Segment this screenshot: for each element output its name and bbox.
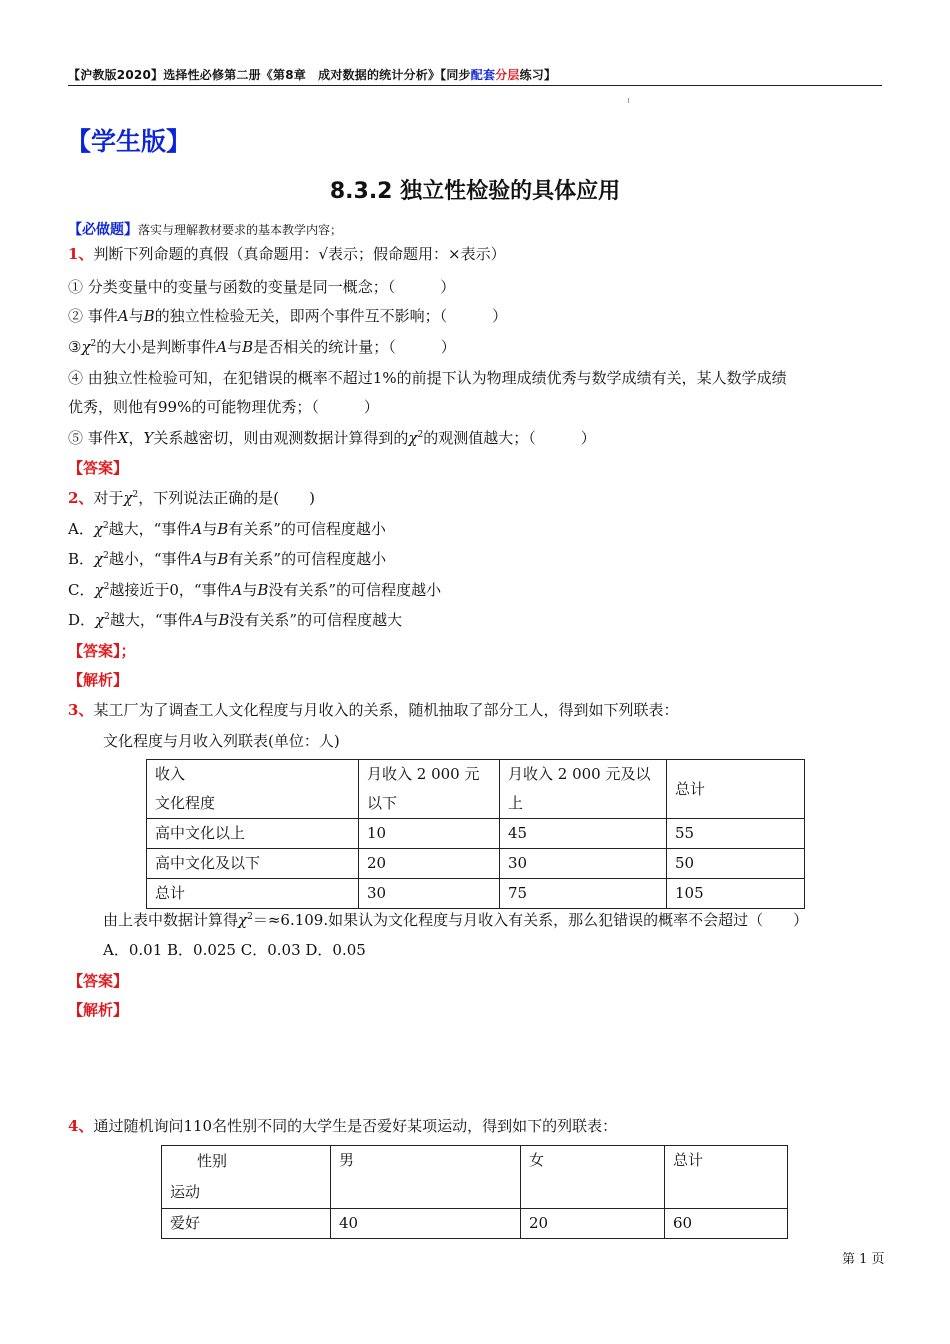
- header-rule: [68, 85, 882, 86]
- q2-text: 对于$\chi^2$，下列说法正确的是( ): [93, 489, 315, 507]
- table-cell: 105: [667, 879, 805, 909]
- q1-item-5: ⑤ 事件X，Y关系越密切，则由观测数据计算得到的$\chi^2$的观测值越大；（ ）: [68, 429, 596, 447]
- table-cell: 30: [500, 849, 667, 879]
- q1-stem: [68, 244, 506, 264]
- table-cell: 45: [500, 819, 667, 849]
- table-cell: 55: [667, 819, 805, 849]
- table-header-cell: 男: [331, 1146, 521, 1209]
- q2-option-d: D．$\chi^2$越大，“事件A与B没有关系”的可信程度越大: [68, 611, 403, 629]
- q1-item-2: ② 事件A与B的独立性检验无关，即两个事件互不影响；（ ）: [68, 307, 508, 325]
- tick-mark: [628, 98, 629, 103]
- table-cell: 总计: [147, 879, 359, 909]
- q1-item-3: $③\chi^2$的大小是判断事件A与B是否相关的统计量；（ ）: [68, 338, 456, 356]
- q2-answer: 【答案】；: [68, 642, 136, 660]
- table-cell: 60: [665, 1209, 788, 1239]
- q1-number: 1、: [68, 245, 94, 263]
- table-row: [147, 849, 805, 879]
- page-title: 8.3.2 独立性检验的具体应用: [329, 179, 621, 204]
- q2-option-b: B．$\chi^2$越小，“事件A与B有关系”的可信程度越小: [68, 550, 387, 568]
- q4-stem: [68, 1116, 617, 1136]
- q3-text: 某工厂为了调查工人文化程度与月收入的关系，随机抽取了部分工人，得到如下列联表：: [93, 701, 679, 719]
- table-header-cell: 总计: [665, 1146, 788, 1209]
- table-row: [162, 1209, 788, 1239]
- table-cell: 20: [521, 1209, 665, 1239]
- q1-answer: 【答案】: [68, 459, 129, 477]
- table-row: [147, 819, 805, 849]
- q3-options: A．0.01 B．0.025 C．0.03 D．0.05: [103, 941, 366, 959]
- table-cell: 高中文化以上: [147, 819, 359, 849]
- header-text: 【沪教版2020】选择性必修第二册《第8章 成对数据的统计分析》【同步: [68, 68, 471, 82]
- table-cell: 50: [667, 849, 805, 879]
- q1-item-4: ④ 由独立性检验可知，在犯错误的概率不超过1%的前提下认为物理成绩优秀与数学成绩有关，某人数学成绩: [68, 369, 787, 387]
- must-do-desc: 落实与理解教材要求的基本教学内容；: [138, 223, 343, 237]
- q4-number: 4、: [68, 1117, 94, 1135]
- table-cell: 高中文化及以下: [147, 849, 359, 879]
- q3-table: [146, 759, 805, 909]
- table-row: [147, 879, 805, 909]
- q3-analysis: 【解析】: [68, 1001, 129, 1019]
- header-red-text: 分层: [495, 68, 520, 82]
- table-cell: 75: [500, 879, 667, 909]
- q3-caption: 文化程度与月收入列联表(单位：人): [103, 732, 340, 750]
- table-cell: 40: [331, 1209, 521, 1239]
- q3-after-text: 由上表中数据计算得$\chi^2=\approx 6.109$.如果认为文化程度与月收入有关系，那么犯错误的概率不会超过（ ）: [103, 911, 809, 929]
- q3-answer: 【答案】: [68, 972, 129, 990]
- q4-table: [161, 1145, 788, 1239]
- q2-stem: [68, 488, 315, 508]
- q2-analysis: 【解析】: [68, 671, 129, 689]
- student-version-label: 【学生版】: [66, 127, 192, 156]
- table-header-cell: 月收入 2 000 元 以下: [359, 760, 500, 819]
- must-do-label: 【必做题】: [68, 222, 138, 238]
- q2-option-a: A．$\chi^2$越大，“事件A与B有关系”的可信程度越小: [68, 520, 386, 538]
- table-header-cell: 女: [521, 1146, 665, 1209]
- q1-item-4-cont: 优秀，则他有99%的可能物理优秀；（ ）: [68, 398, 379, 416]
- table-header-cell: 总计: [667, 760, 805, 819]
- q1-item-1: ① 分类变量中的变量与函数的变量是同一概念；（ ）: [68, 278, 456, 296]
- q4-text: 通过随机询问110名性别不同的大学生是否爱好某项运动，得到如下的列联表：: [93, 1117, 618, 1135]
- table-row: [147, 760, 805, 819]
- must-do-line: [68, 219, 342, 240]
- page-header: [68, 66, 882, 83]
- table-row: [162, 1146, 788, 1209]
- table-cell: 20: [359, 849, 500, 879]
- table-header-cell: 月收入 2 000 元及以 上: [500, 760, 667, 819]
- q3-number: 3、: [68, 701, 94, 719]
- table-cell: 30: [359, 879, 500, 909]
- q2-number: 2、: [68, 489, 94, 507]
- page-number: 第 1 页: [842, 1252, 885, 1267]
- table-header-cell: 收入 文化程度: [147, 760, 359, 819]
- header-blue-text: 配套: [470, 68, 496, 82]
- table-cell: 爱好: [162, 1209, 331, 1239]
- q1-text: 判断下列命题的真假（真命题用：√表示；假命题用：×表示）: [93, 245, 506, 263]
- table-cell: 10: [359, 819, 500, 849]
- q2-option-c: C．$\chi^2$越接近于0，“事件A与B没有关系”的可信程度越小: [68, 581, 442, 599]
- header-text-end: 练习】: [519, 68, 557, 82]
- q3-stem: [68, 700, 678, 720]
- table-header-cell: 性别 运动: [162, 1146, 331, 1209]
